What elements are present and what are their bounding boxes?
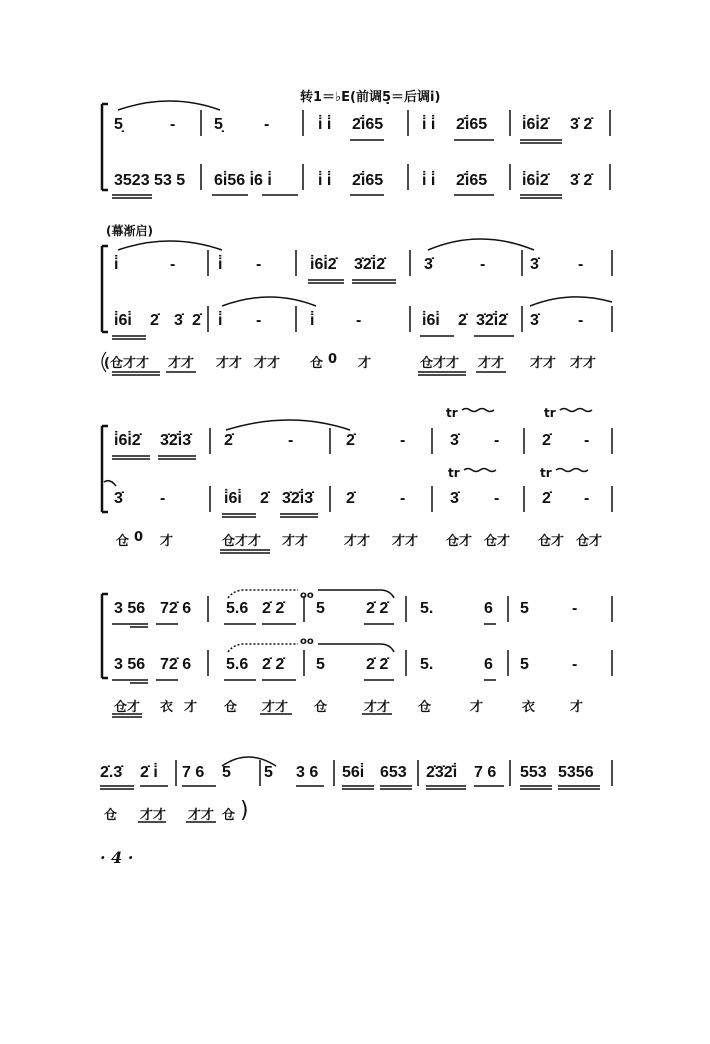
percussion-syllable: 才才 [570, 356, 597, 371]
note: 3̇ 2̇ [570, 116, 593, 133]
percussion-syllable: (仓才才 [104, 356, 149, 371]
note: - [494, 432, 500, 449]
percussion-syllable: 才 [470, 700, 484, 715]
note: i̇ i̇ [318, 172, 332, 189]
note: 2̇i̇65 [352, 116, 384, 133]
note: 2̇i̇65 [352, 172, 384, 189]
note: - [160, 490, 166, 507]
note: 2̇ [542, 432, 551, 449]
trill-mark: tr [446, 406, 458, 420]
note: 2̇3̇2̇i̇ [426, 764, 458, 781]
note: 2̇ [346, 490, 355, 507]
note: 6 [484, 600, 493, 617]
note: 5. [420, 656, 434, 673]
note: 2̇i̇65 [456, 172, 488, 189]
percussion-syllable: 仓才 [576, 534, 603, 549]
fermata-mark: oo [300, 636, 314, 647]
trill-mark: tr [540, 466, 552, 480]
note: 2̇.3̇ [100, 764, 123, 781]
trill-mark: tr [544, 406, 556, 420]
percussion-syllable: 仓才 [446, 534, 473, 549]
note: - [584, 432, 590, 449]
note: 2̇ [224, 432, 233, 449]
percussion-syllable: 仓 [418, 700, 432, 715]
note: 7 6 [182, 764, 205, 781]
note: - [578, 312, 584, 329]
note: 5 [264, 764, 273, 781]
percussion-syllable: 仓 [310, 356, 324, 371]
percussion-syllable: 才才 [168, 356, 195, 371]
percussion-syllable: 才 [570, 700, 584, 715]
note: - [584, 490, 590, 507]
note: 2̇ [542, 490, 551, 507]
fermata-mark: oo [300, 590, 314, 601]
note: 5.6 [226, 600, 249, 617]
percussion-syllable: 才才 [216, 356, 243, 371]
percussion-syllable: 仓 [222, 808, 236, 823]
percussion-syllable: 才才 [392, 534, 419, 549]
note: 2̇ 2̇ [366, 600, 389, 617]
percussion-syllable: 仓 [314, 700, 328, 715]
note: 72̇ 6 [160, 656, 192, 673]
note: 2̇ 2̇ [366, 656, 389, 673]
note: - [494, 490, 500, 507]
note: 3̇2̇i̇3̇ [160, 432, 192, 449]
percussion-syllable: 才才 [530, 356, 557, 371]
note: i̇ i̇ [422, 116, 436, 133]
percussion-syllable: 才才 [478, 356, 505, 371]
percussion-syllable: 0 [328, 352, 338, 367]
note: - [400, 490, 406, 507]
note: - [578, 256, 584, 273]
note: i̇6i̇2̇ [522, 172, 549, 189]
system-brace [102, 104, 108, 190]
note: 5356 [558, 764, 594, 781]
note: i̇ [114, 256, 119, 273]
note: 3̇ [174, 312, 183, 329]
note: - [288, 432, 294, 449]
note: i̇6i̇2̇ [114, 432, 141, 449]
percussion-syllable: 仓 [224, 700, 238, 715]
note: 3̇ [424, 256, 433, 273]
percussion-syllable: 才才 [364, 700, 391, 715]
percussion-syllable: 才 [160, 534, 174, 549]
note: i̇6i̇ [422, 312, 440, 329]
percussion-syllable: 才 [184, 700, 198, 715]
stage-direction: (幕渐启) [106, 224, 153, 238]
percussion-syllable: 才才 [188, 808, 215, 823]
note: i̇ i̇ [422, 172, 436, 189]
note: 5̣ [114, 116, 123, 133]
percussion-syllable: 仓 [104, 808, 118, 823]
note: - [572, 600, 578, 617]
note: 5 [316, 656, 325, 673]
percussion-syllable: 才才 [254, 356, 281, 371]
note: 2̇ [346, 432, 355, 449]
note: i̇ [218, 312, 223, 329]
note: 3̇ [530, 312, 539, 329]
note: 3̇ [450, 432, 459, 449]
note: - [256, 256, 262, 273]
note: 2̇ [260, 490, 269, 507]
percussion-syllable: 才才 [282, 534, 309, 549]
note: 653 [380, 764, 407, 781]
note: 3̇ [450, 490, 459, 507]
note: i̇ [310, 312, 315, 329]
note: - [480, 256, 486, 273]
note: i̇6i̇2̇ [310, 256, 337, 273]
note: 5. [420, 600, 434, 617]
note: 3 6 [296, 764, 319, 781]
percussion-syllable: 才 [358, 356, 372, 371]
note: 2̇ [150, 312, 159, 329]
note: 5 [316, 600, 325, 617]
note: 3̇2̇i̇2̇ [476, 312, 508, 329]
note: 3̇2̇i̇3̇ [282, 490, 314, 507]
note: - [256, 312, 262, 329]
note: 2̇ 2̇ [262, 656, 285, 673]
note: 3523 53 5 [114, 172, 186, 189]
note: 3̇ [530, 256, 539, 273]
closing-paren: ) [240, 798, 249, 823]
note: 3 56 [114, 656, 146, 673]
percussion-syllable: 衣 [160, 700, 174, 715]
note: 72̇ 6 [160, 600, 192, 617]
note: i̇ i̇ [318, 116, 332, 133]
percussion-syllable: 仓 [116, 534, 130, 549]
note: 2̇i̇65 [456, 116, 488, 133]
note: 7 6 [474, 764, 497, 781]
percussion-syllable: 0 [134, 530, 144, 545]
percussion-syllable: 才才 [344, 534, 371, 549]
note: i̇6i̇ [114, 312, 132, 329]
note: 5 [520, 656, 529, 673]
note: 2̇ 2̇ [262, 600, 285, 617]
note: i̇6i̇ [224, 490, 242, 507]
note: - [400, 432, 406, 449]
percussion-syllable: 仓才 [538, 534, 565, 549]
percussion-syllable: 才才 [262, 700, 289, 715]
note: 2̇ [192, 312, 201, 329]
percussion-syllable: 衣 [522, 700, 536, 715]
note: 2̇ i̇ [140, 764, 158, 781]
note: - [170, 256, 176, 273]
note: i̇6i̇2̇ [522, 116, 549, 133]
note: 5 [520, 600, 529, 617]
note: 6i̇56 i̇6 i̇ [214, 172, 272, 189]
note: i̇ [218, 256, 223, 273]
note: 5.6 [226, 656, 249, 673]
note: 6 [484, 656, 493, 673]
percussion-syllable: 仓才 [114, 700, 141, 715]
note: 3̇ [114, 490, 123, 507]
page-number: · 4 · [100, 848, 134, 867]
percussion-syllable: 仓才才 [420, 356, 460, 371]
percussion-syllable: 仓才才 [222, 534, 262, 549]
percussion-syllable: 才才 [140, 808, 167, 823]
note: - [264, 116, 270, 133]
note: 3̇2̇i̇2̇ [354, 256, 386, 273]
note: 553 [520, 764, 547, 781]
note: - [170, 116, 176, 133]
note: 3 56 [114, 600, 146, 617]
modulation-marking: 转1＝♭E(前调5̣＝后调i̇) [300, 90, 441, 105]
note: 3̇ 2̇ [570, 172, 593, 189]
percussion-syllable: 仓才 [484, 534, 511, 549]
note: 5 [222, 764, 231, 781]
note: 2̇ [458, 312, 467, 329]
note: 56i̇ [342, 764, 365, 781]
note: - [356, 312, 362, 329]
note: 5̣ [214, 116, 223, 133]
note: - [572, 656, 578, 673]
trill-mark: tr [448, 466, 460, 480]
